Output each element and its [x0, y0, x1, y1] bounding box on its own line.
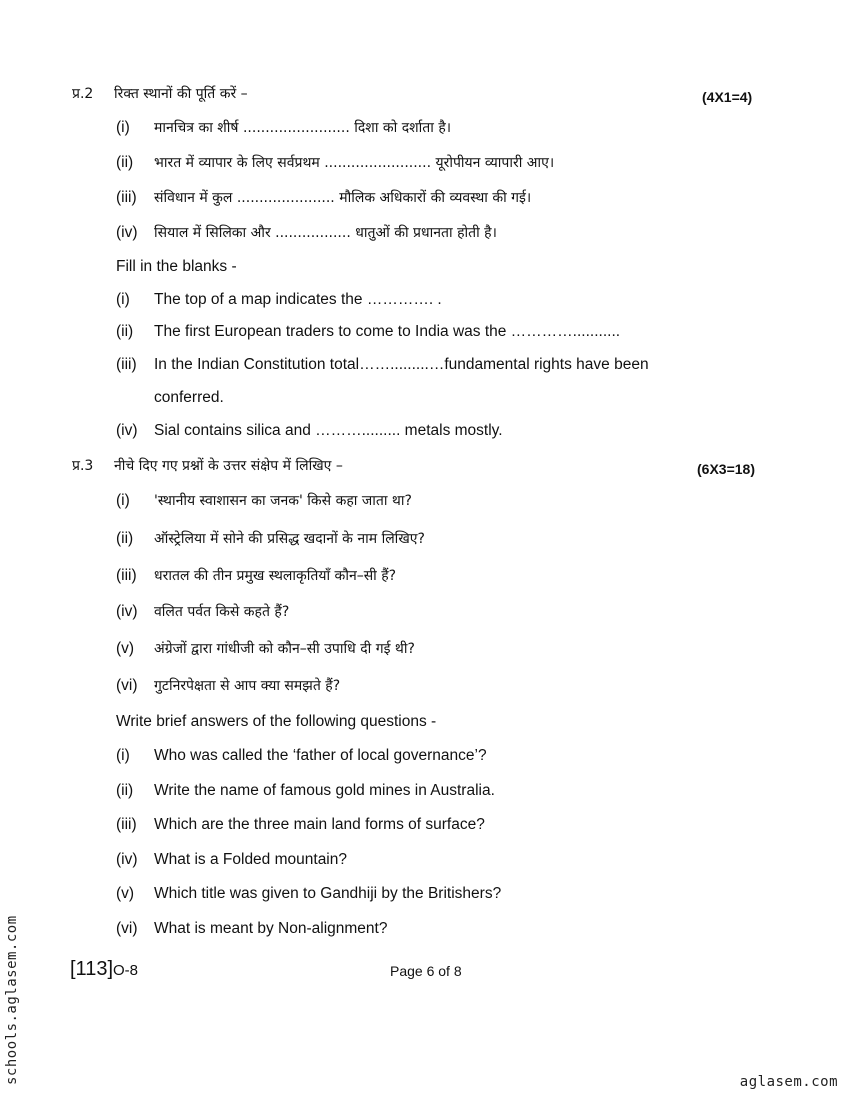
- item-text: ऑस्ट्रेलिया में सोने की प्रसिद्ध खदानों के नाम लिखिए?: [154, 531, 425, 547]
- item-number: (iv): [116, 422, 138, 439]
- q3-hindi-item: [116, 491, 412, 510]
- paper-code: [70, 958, 138, 981]
- q3-hindi-item: [116, 529, 425, 548]
- item-text: What is a Folded mountain?: [154, 851, 347, 868]
- item-text: The top of a map indicates the …………. .: [154, 291, 442, 308]
- item-number: (iv): [116, 851, 138, 868]
- item-number: (vi): [116, 920, 138, 937]
- item-text: What is meant by Non-alignment?: [154, 920, 388, 937]
- q3-number: प्र.3: [72, 458, 94, 474]
- q2-hindi-item: [116, 118, 451, 137]
- item-number: (i): [116, 119, 130, 136]
- item-text: Which are the three main land forms of surface?: [154, 816, 485, 833]
- q2-english-heading: Fill in the blanks -: [116, 258, 237, 275]
- q2-hindi-item: [116, 153, 554, 172]
- paper-code-suffix: O-8: [113, 962, 139, 979]
- paper-code-main: [113]: [70, 958, 113, 980]
- q2-hindi-item: [116, 223, 497, 242]
- q3-english-heading: Write brief answers of the following questions -: [116, 713, 437, 730]
- item-text: अंग्रेजों द्वारा गांधीजी को कौन–सी उपाधि दी गई थी?: [154, 641, 415, 657]
- q3-english-item: [116, 920, 387, 938]
- item-text: Who was called the ‘father of local governance’?: [154, 747, 487, 764]
- item-text: भारत में व्यापार के लिए सर्वप्रथम ........................ यूरोपीयन व्यापारी आए।: [154, 155, 555, 171]
- q2-english-item: [116, 422, 503, 440]
- q2-hindi-item: [116, 188, 531, 207]
- item-number: (iii): [116, 189, 137, 206]
- item-text: 'स्थानीय स्वाशासन का जनक' किसे कहा जाता था?: [154, 493, 412, 509]
- q3-english-item: [116, 782, 495, 800]
- item-text: सियाल में सिलिका और ................. धातुओं की प्रधानता होती है।: [154, 225, 497, 241]
- item-number: (ii): [116, 154, 134, 171]
- item-text: conferred.: [154, 389, 224, 406]
- item-text: Sial contains silica and ………......... metals mostly.: [154, 422, 503, 439]
- q2-title: रिक्त स्थानों की पूर्ति करें –: [114, 86, 248, 102]
- item-number: (iii): [116, 816, 137, 833]
- item-text: Which title was given to Gandhiji by the Britishers?: [154, 885, 502, 902]
- q3-hindi-item: [116, 639, 415, 658]
- item-number: (ii): [116, 323, 134, 340]
- item-number: (ii): [116, 530, 134, 547]
- item-text: मानचित्र का शीर्ष ........................ दिशा को दर्शाता है।: [154, 120, 452, 136]
- q3-english-item: [116, 851, 347, 869]
- q3-english-item: [116, 816, 485, 834]
- q3-hindi-item: [116, 602, 289, 621]
- item-number: (vi): [116, 677, 138, 694]
- q2-marks: (4X1=4): [702, 89, 753, 105]
- item-number: (i): [116, 492, 130, 509]
- item-number: (iii): [116, 356, 137, 373]
- item-text: वलित पर्वत किसे कहते हैं?: [154, 604, 290, 620]
- q3-english-item: [116, 747, 487, 765]
- item-number: (v): [116, 640, 135, 657]
- item-text: संविधान में कुल ...................... मौलिक अधिकारों की व्यवस्था की गई।: [154, 190, 532, 206]
- item-number: (iv): [116, 603, 138, 620]
- item-text: धरातल की तीन प्रमुख स्थलाकृतियाँ कौन–सी हैं?: [154, 568, 397, 584]
- q2-english-item: [116, 356, 649, 374]
- item-text: Write the name of famous gold mines in Australia.: [154, 782, 495, 799]
- watermark-side: schools.aglasem.com: [4, 915, 20, 1085]
- q3-header: [72, 456, 343, 475]
- item-text: The first European traders to come to India was the …………...........: [154, 323, 621, 340]
- q3-title: नीचे दिए गए प्रश्नों के उत्तर संक्षेप में लिखिए –: [114, 458, 343, 474]
- item-number: (iv): [116, 224, 138, 241]
- q2-english-item: [116, 323, 620, 341]
- page-number: Page 6 of 8: [390, 963, 462, 979]
- q3-english-item: [116, 885, 501, 903]
- item-number: (i): [116, 747, 130, 764]
- item-number: (iii): [116, 567, 137, 584]
- item-number: (i): [116, 291, 130, 308]
- q3-hindi-item: [116, 566, 396, 585]
- item-number: (v): [116, 885, 135, 902]
- q2-header: [72, 84, 248, 103]
- q2-english-item-continuation: [116, 389, 224, 407]
- q2-english-item: [116, 291, 442, 309]
- q3-marks: (6X3=18): [697, 461, 755, 477]
- q3-hindi-item: [116, 676, 340, 695]
- item-number: (ii): [116, 782, 134, 799]
- item-text: गुटनिरपेक्षता से आप क्या समझते हैं?: [154, 678, 341, 694]
- item-text: In the Indian Constitution total…….........…fundamental rights have been: [154, 356, 649, 373]
- q2-number: प्र.2: [72, 86, 94, 102]
- watermark-right: aglasem.com: [739, 1074, 838, 1090]
